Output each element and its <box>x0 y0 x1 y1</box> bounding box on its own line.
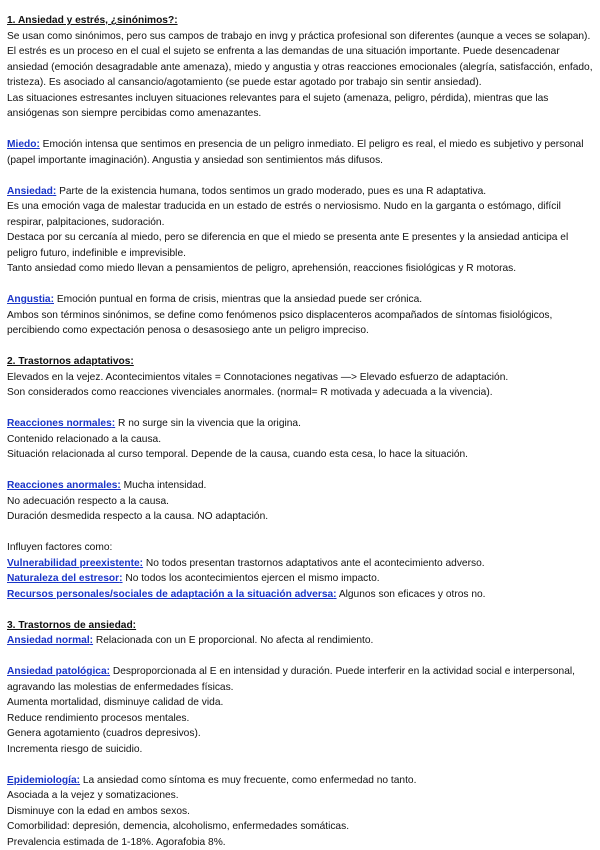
definition-miedo: Miedo: Emoción intensa que sentimos en presencia de un peligro inmediato. El peligro es real, el miedo es subjetivo y personal (papel importante imaginación). Angustia y ansiedad son sentimientos más difusos. <box>7 137 593 168</box>
paragraph: Ambos son términos sinónimos, se define como fenómenos psico displacenteros acompañados de síntomas fisiológicos, percibiendo como expectación penosa o desasosiego ante un peligro impreciso. <box>7 308 593 339</box>
paragraph: El estrés es un proceso en el cual el sujeto se enfrenta a las demandas de una situación importante. Puede desencadenar ansiedad (emoción desagradable ante amenaza), miedo y angustia y otras reacciones emocionales (alegría, satisfacción, enfado, tristeza). Es asociado al cansancio/agotamiento (se puede estar agotado por trabajo sin sentir ansiedad). <box>7 44 593 91</box>
paragraph: Disminuye con la edad en ambos sexos. <box>7 804 593 820</box>
paragraph: Influyen factores como: <box>7 540 593 556</box>
paragraph: Aumenta mortalidad, disminuye calidad de vida. <box>7 695 593 711</box>
term-reacciones-anormales[interactable]: Reacciones anormales <box>7 480 117 491</box>
paragraph: Se usan como sinónimos, pero sus campos de trabajo en invg y práctica profesional son diferentes (aunque a veces se solapan). <box>7 29 593 45</box>
paragraph: Asociada a la vejez y somatizaciones. <box>7 788 593 804</box>
paragraph: Elevados en la vejez. Acontecimientos vitales = Connotaciones negativas —> Elevado esfuerzo de adaptación. <box>7 370 593 386</box>
section-2-heading: 2. Trastornos adaptativos: <box>7 354 593 370</box>
paragraph: Destaca por su cercanía al miedo, pero se diferencia en que el miedo se presenta ante E presentes y la ansiedad anticipa el peligro futuro, indefinible e imprevisible. <box>7 230 593 261</box>
paragraph: Reduce rendimiento procesos mentales. <box>7 711 593 727</box>
paragraph: Tanto ansiedad como miedo llevan a pensamientos de peligro, aprehensión, reacciones fisiológicas y R motoras. <box>7 261 593 277</box>
term-vulnerabilidad[interactable]: Vulnerabilidad preexistente <box>7 558 140 569</box>
paragraph: Situación relacionada al curso temporal. Depende de la causa, cuando esta cesa, lo hace la situación. <box>7 447 593 463</box>
section-1-heading: 1. Ansiedad y estrés, ¿sinónimos?: <box>7 13 593 29</box>
paragraph: Genera agotamiento (cuadros depresivos). <box>7 726 593 742</box>
definition-reacciones-anormales: Reacciones anormales: Mucha intensidad. <box>7 478 593 494</box>
term-epidemiologia[interactable]: Epidemiología <box>7 775 77 786</box>
paragraph: Contenido relacionado a la causa. <box>7 432 593 448</box>
definition-epidemiologia: Epidemiología: La ansiedad como síntoma es muy frecuente, como enfermedad no tanto. <box>7 773 593 789</box>
definition-ansiedad-normal: Ansiedad normal: Relacionada con un E proporcional. No afecta al rendimiento. <box>7 633 593 649</box>
definition-ansiedad: Ansiedad: Parte de la existencia humana, todos sentimos un grado moderado, pues es una R adaptativa. <box>7 184 593 200</box>
term-ansiedad-patologica[interactable]: Ansiedad patológica <box>7 666 107 677</box>
paragraph: Es una emoción vaga de malestar traducida en un estado de estrés o nerviosismo. Nudo en la garganta o estómago, difícil respirar, palpitaciones, sudoración. <box>7 199 593 230</box>
definition-ansiedad-patologica: Ansiedad patológica: Desproporcionada al E en intensidad y duración. Puede interferir en la actividad social e interpersonal, agravando las molestias de enfermedades físicas. <box>7 664 593 695</box>
term-reacciones-normales[interactable]: Reacciones normales <box>7 418 112 429</box>
paragraph: Son considerados como reacciones vivenciales anormales. (normal= R motivada y adecuada a la vivencia). <box>7 385 593 401</box>
definition-reacciones-normales: Reacciones normales: R no surge sin la vivencia que la origina. <box>7 416 593 432</box>
definition-naturaleza-estresor: Naturaleza del estresor: No todos los acontecimientos ejercen el mismo impacto. <box>7 571 593 587</box>
term-ansiedad-normal[interactable]: Ansiedad normal <box>7 635 90 646</box>
paragraph: Prevalencia estimada de 1-18%. Agorafobia 8%. <box>7 835 593 850</box>
paragraph: No adecuación respecto a la causa. <box>7 494 593 510</box>
paragraph: Duración desmedida respecto a la causa. NO adaptación. <box>7 509 593 525</box>
section-3-heading: 3. Trastornos de ansiedad: <box>7 618 593 634</box>
definition-angustia: Angustia: Emoción puntual en forma de crisis, mientras que la ansiedad puede ser crónica. <box>7 292 593 308</box>
term-recursos[interactable]: Recursos personales/sociales de adaptación a la situación adversa <box>7 589 333 600</box>
paragraph: Comorbilidad: depresión, demencia, alcoholismo, enfermedades somáticas. <box>7 819 593 835</box>
paragraph: Las situaciones estresantes incluyen situaciones relevantes para el sujeto (amenaza, peligro, pérdida), mientras que las ansiógenas son siempre percibidas como amenazantes. <box>7 91 593 122</box>
term-angustia[interactable]: Angustia <box>7 294 51 305</box>
definition-vulnerabilidad: Vulnerabilidad preexistente: No todos presentan trastornos adaptativos ante el acontecimiento adverso. <box>7 556 593 572</box>
term-miedo[interactable]: Miedo <box>7 139 36 150</box>
paragraph: Incrementa riesgo de suicidio. <box>7 742 593 758</box>
term-naturaleza-estresor[interactable]: Naturaleza del estresor <box>7 573 119 584</box>
definition-recursos: Recursos personales/sociales de adaptación a la situación adversa: Algunos son eficaces y otros no. <box>7 587 593 603</box>
term-ansiedad[interactable]: Ansiedad <box>7 186 53 197</box>
